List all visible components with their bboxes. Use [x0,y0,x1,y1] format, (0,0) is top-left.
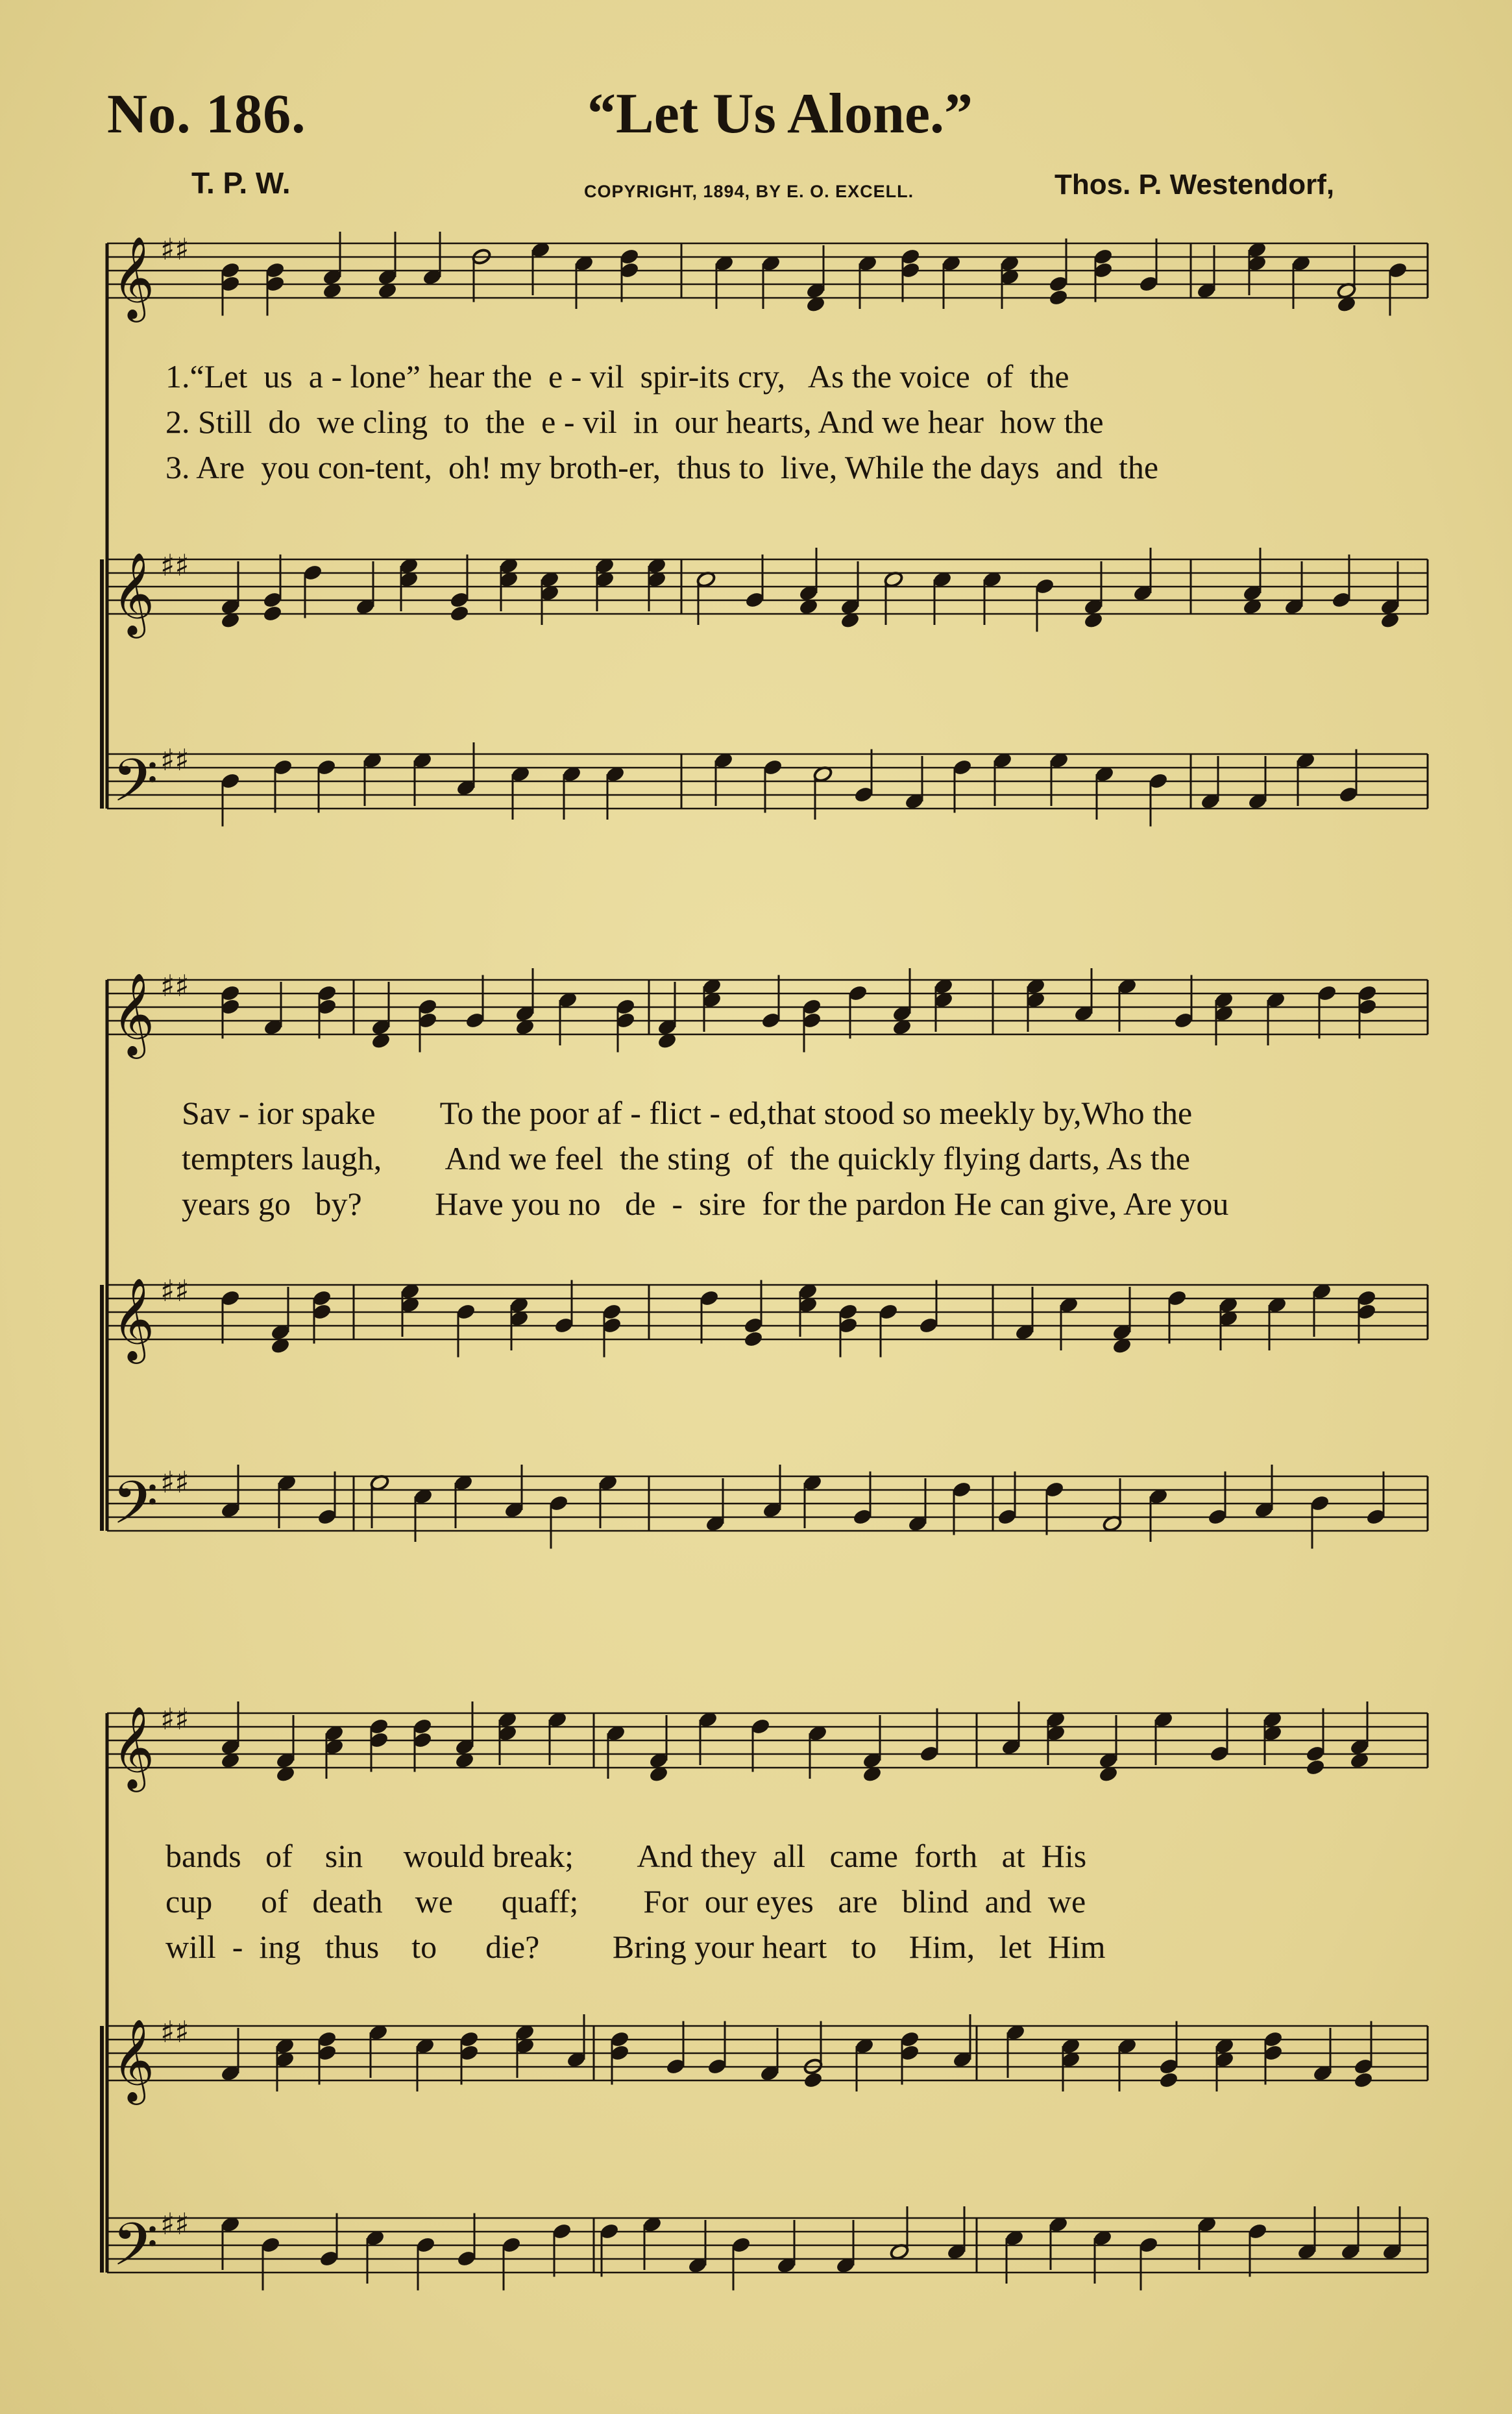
lyric-verse-1: Sav - ior spake To the poor af - flict - ed,that stood so meekly by,Who the [182,1095,1193,1131]
svg-text:𝄢: 𝄢 [112,746,158,829]
lyric-verse-1: bands of sin would break; And they all came forth at His [165,1838,1087,1874]
svg-text:♯♯: ♯♯ [160,232,189,267]
svg-text:𝄞: 𝄞 [112,236,155,319]
svg-text:𝄞: 𝄞 [112,552,155,635]
svg-text:♯♯: ♯♯ [160,548,189,583]
svg-text:♯♯: ♯♯ [160,968,189,1004]
lyric-verse-3: will - ing thus to die? Bring your heart to Him, let Him [165,1929,1106,1965]
svg-text:♯♯: ♯♯ [160,2206,189,2242]
svg-text:𝄞: 𝄞 [112,2018,155,2101]
lyricist-credit: T. P. W. [191,166,291,200]
svg-text:♯♯: ♯♯ [160,1273,189,1309]
svg-text:𝄞: 𝄞 [112,1705,155,1788]
lyric-verse-2: tempters laugh, And we feel the sting of the quickly flying darts, As the [182,1140,1190,1177]
svg-text:𝄢: 𝄢 [112,2210,158,2293]
svg-text:♯♯: ♯♯ [160,742,189,778]
lyric-verse-3: 3. Are you con-tent, oh! my broth-er, thus to live, While the days and the [165,449,1159,485]
composer-credit: Thos. P. Westendorf, [1055,169,1335,201]
hymn-number: No. 186. [107,82,306,145]
svg-text:𝄞: 𝄞 [112,972,155,1055]
svg-text:♯♯: ♯♯ [160,1465,189,1500]
svg-text:♯♯: ♯♯ [160,1701,189,1737]
svg-text:♯♯: ♯♯ [160,2014,189,2050]
copyright-notice: COPYRIGHT, 1894, BY E. O. EXCELL. [584,182,914,201]
hymn-title: “Let Us Alone.” [587,82,973,145]
lyric-verse-1: 1.“Let us a - lone” hear the e - vil spir-its cry, As the voice of the [165,358,1069,395]
lyric-verse-3: years go by? Have you no de - sire for the pardon He can give, Are you [182,1186,1229,1222]
lyric-verse-2: cup of death we quaff; For our eyes are blind and we [165,1883,1086,1920]
svg-text:𝄞: 𝄞 [112,1277,155,1360]
svg-text:𝄢: 𝄢 [112,1469,158,1552]
lyric-verse-2: 2. Still do we cling to the e - vil in our hearts, And we hear how the [165,404,1104,440]
